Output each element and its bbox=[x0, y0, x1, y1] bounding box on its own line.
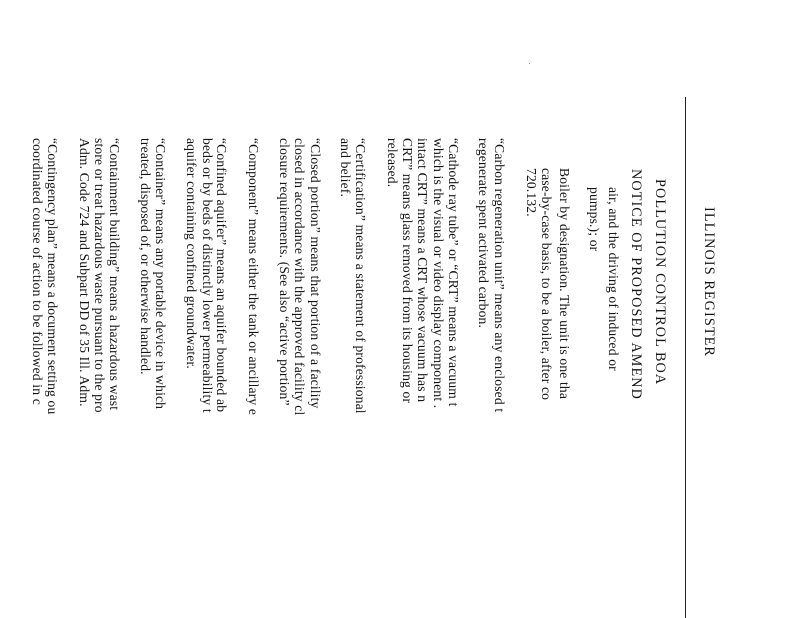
register-header: ILLINOIS REGISTER bbox=[701, 207, 717, 357]
text-line-15: “Closed portion” means that portion of a facility bbox=[308, 138, 323, 409]
text-line-18: “Component” means either the tank or ancillary e bbox=[246, 138, 261, 416]
text-line-21: aquifer containing confined groundwater. bbox=[184, 138, 199, 369]
text-line-3: Boiler by designation. The unit is one tha bbox=[557, 168, 572, 400]
board-header: POLLUTION CONTROL BOA bbox=[652, 179, 668, 386]
text-line-23: treated, disposed of, or otherwise handled. bbox=[138, 138, 153, 375]
text-line-20: beds or by beds of distinctly lower permeability t bbox=[200, 138, 215, 413]
text-line-6: “Carbon regeneration unit” means any enclosed t bbox=[492, 138, 507, 413]
text-line-24: “Containment building” means a hazardous wast bbox=[107, 138, 122, 411]
text-line-17: closure requirements. (See also “active portion” bbox=[277, 138, 292, 406]
text-line-19: “Confined aquifer” means an aquifer bounded ab bbox=[214, 138, 229, 413]
text-line-16: closed in accordance with the approved facility cl bbox=[292, 138, 307, 416]
text-line-10: intact CRT” means a CRT whose vacuum has n bbox=[415, 138, 430, 403]
text-line-11: CRT” means glass removed from its housing or bbox=[400, 138, 415, 404]
text-line-25: store or treat hazardous waste pursuant to the pro bbox=[92, 138, 107, 413]
text-line-14: and belief. bbox=[338, 138, 353, 198]
text-line-9: which is the visual or video display component . bbox=[431, 138, 446, 409]
scan-speck bbox=[529, 63, 530, 64]
header-rule bbox=[685, 97, 686, 618]
text-line-2: pumps.); or bbox=[587, 187, 602, 252]
text-line-13: “Certification” means a statement of professional bbox=[353, 138, 368, 414]
notice-header: NOTICE OF PROPOSED AMEND bbox=[628, 169, 644, 400]
text-line-7: regenerate spent activated carbon. bbox=[476, 138, 491, 329]
text-line-5: 720.132. bbox=[524, 168, 539, 217]
text-line-22: “Container” means any portable device in which bbox=[153, 138, 168, 410]
text-line-8: “Cathode ray tube” or “CRT” means a vacuum t bbox=[446, 138, 461, 407]
text-line-27: “Contingency plan” means a document setting ou bbox=[45, 138, 60, 415]
text-line-1: air, and the driving of induced or bbox=[606, 187, 621, 371]
text-line-26: Adm. Code 724 and Subpart DD of 35 Ill. Adm. bbox=[77, 138, 92, 407]
text-line-28: coordinated course of action to be followed in c bbox=[30, 138, 45, 405]
text-line-12: released. bbox=[385, 138, 400, 188]
text-line-4: case-by-case basis, to be a boiler, after co bbox=[539, 168, 554, 401]
